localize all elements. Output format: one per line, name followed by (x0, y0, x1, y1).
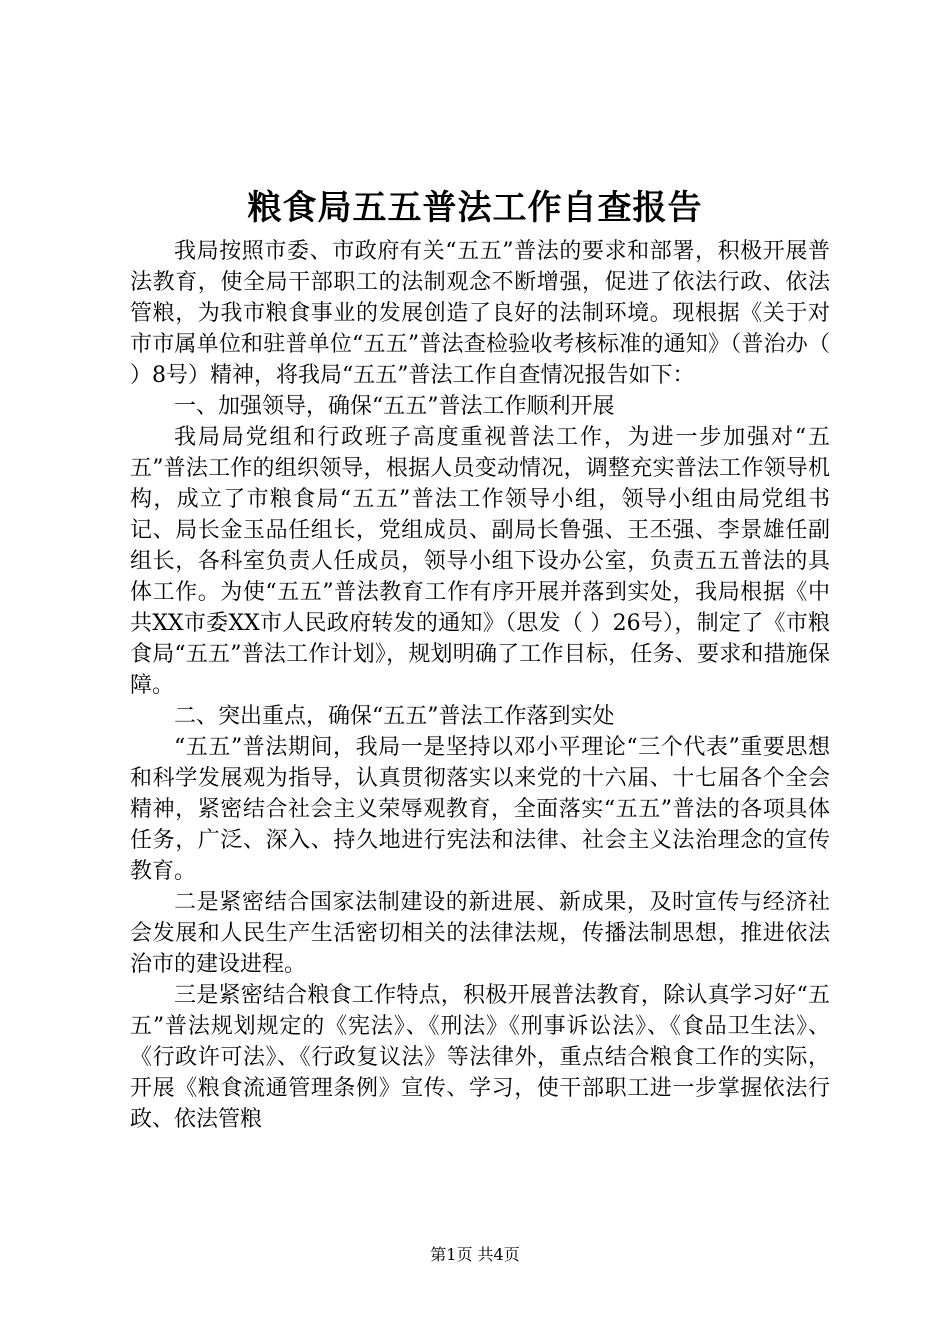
paragraph-point-2: 二是紧密结合国家法制建设的新进展、新成果，及时宣传与经济社会发展和人民生产生活密切相关的法律法规，传播法制思想，推进依法治市的建设进程。 (130, 890, 830, 977)
paragraph-point-1: “五五”普法期间，我局一是坚持以邓小平理论“三个代表”重要思想和科学发展观为指导，认真贯彻落实以来党的十六届、十七届各个全会精神，紧密结合社会主义荣辱观教育，全面落实“五五”普法的各项具体任务，广泛、深入、持久地进行宪法和法律、社会主义法治理念的宣传教育。 (130, 735, 830, 884)
document-title: 粮食局五五普法工作自查报告 (247, 188, 703, 228)
section-heading-2: 二、突出重点，确保“五五”普法工作落到实处 (174, 704, 615, 729)
section-heading-1: 一、加强领导，确保“五五”普法工作顺利开展 (174, 394, 615, 419)
paragraph-point-3: 三是紧密结合粮食工作特点，积极开展普法教育，除认真学习好“五五”普法规划规定的《宪法》、《刑法》《刑事诉讼法》、《食品卫生法》、《行政许可法》、《行政复议法》等法律外，重点结合粮食工作的实际，开展《粮食流通管理条例》宣传、学习，使干部职工进一步掌握依法行政、依法管粮 (130, 983, 830, 1132)
paragraph-leadership: 我局局党组和行政班子高度重视普法工作，为进一步加强对“五五”普法工作的组织领导，根据人员变动情况，调整充实普法工作领导机构，成立了市粮食局“五五”普法工作领导小组，领导小组由局党组书记、局长金玉品任组长，党组成员、副局长鲁强、王丕强、李景雄任副组长，各科室负责人任成员，领导小组下设办公室，负责五五普法的具体工作。为使“五五”普法教育工作有序开展并落到实处，我局根据《中共XX市委XX市人民政府转发的通知》（思发（ ）26号），制定了《市粮食局“五五”普法工作计划》，规划明确了工作目标，任务、要求和措施保障。 (130, 425, 830, 698)
document-body (130, 236, 830, 1135)
paragraph-intro: 我局按照市委、市政府有关“五五”普法的要求和部署，积极开展普法教育，使全局干部职工的法制观念不断增强，促进了依法行政、依法管粮，为我市粮食事业的发展创造了良好的法制环境。现根据《关于对市市属单位和驻普单位“五五”普法查检验收考核标准的通知》（普治办（ ）8号）精神，将我局“五五”普法工作自查情况报告如下： (130, 239, 830, 388)
page-footer: 第1页 共4页 (430, 1245, 520, 1264)
